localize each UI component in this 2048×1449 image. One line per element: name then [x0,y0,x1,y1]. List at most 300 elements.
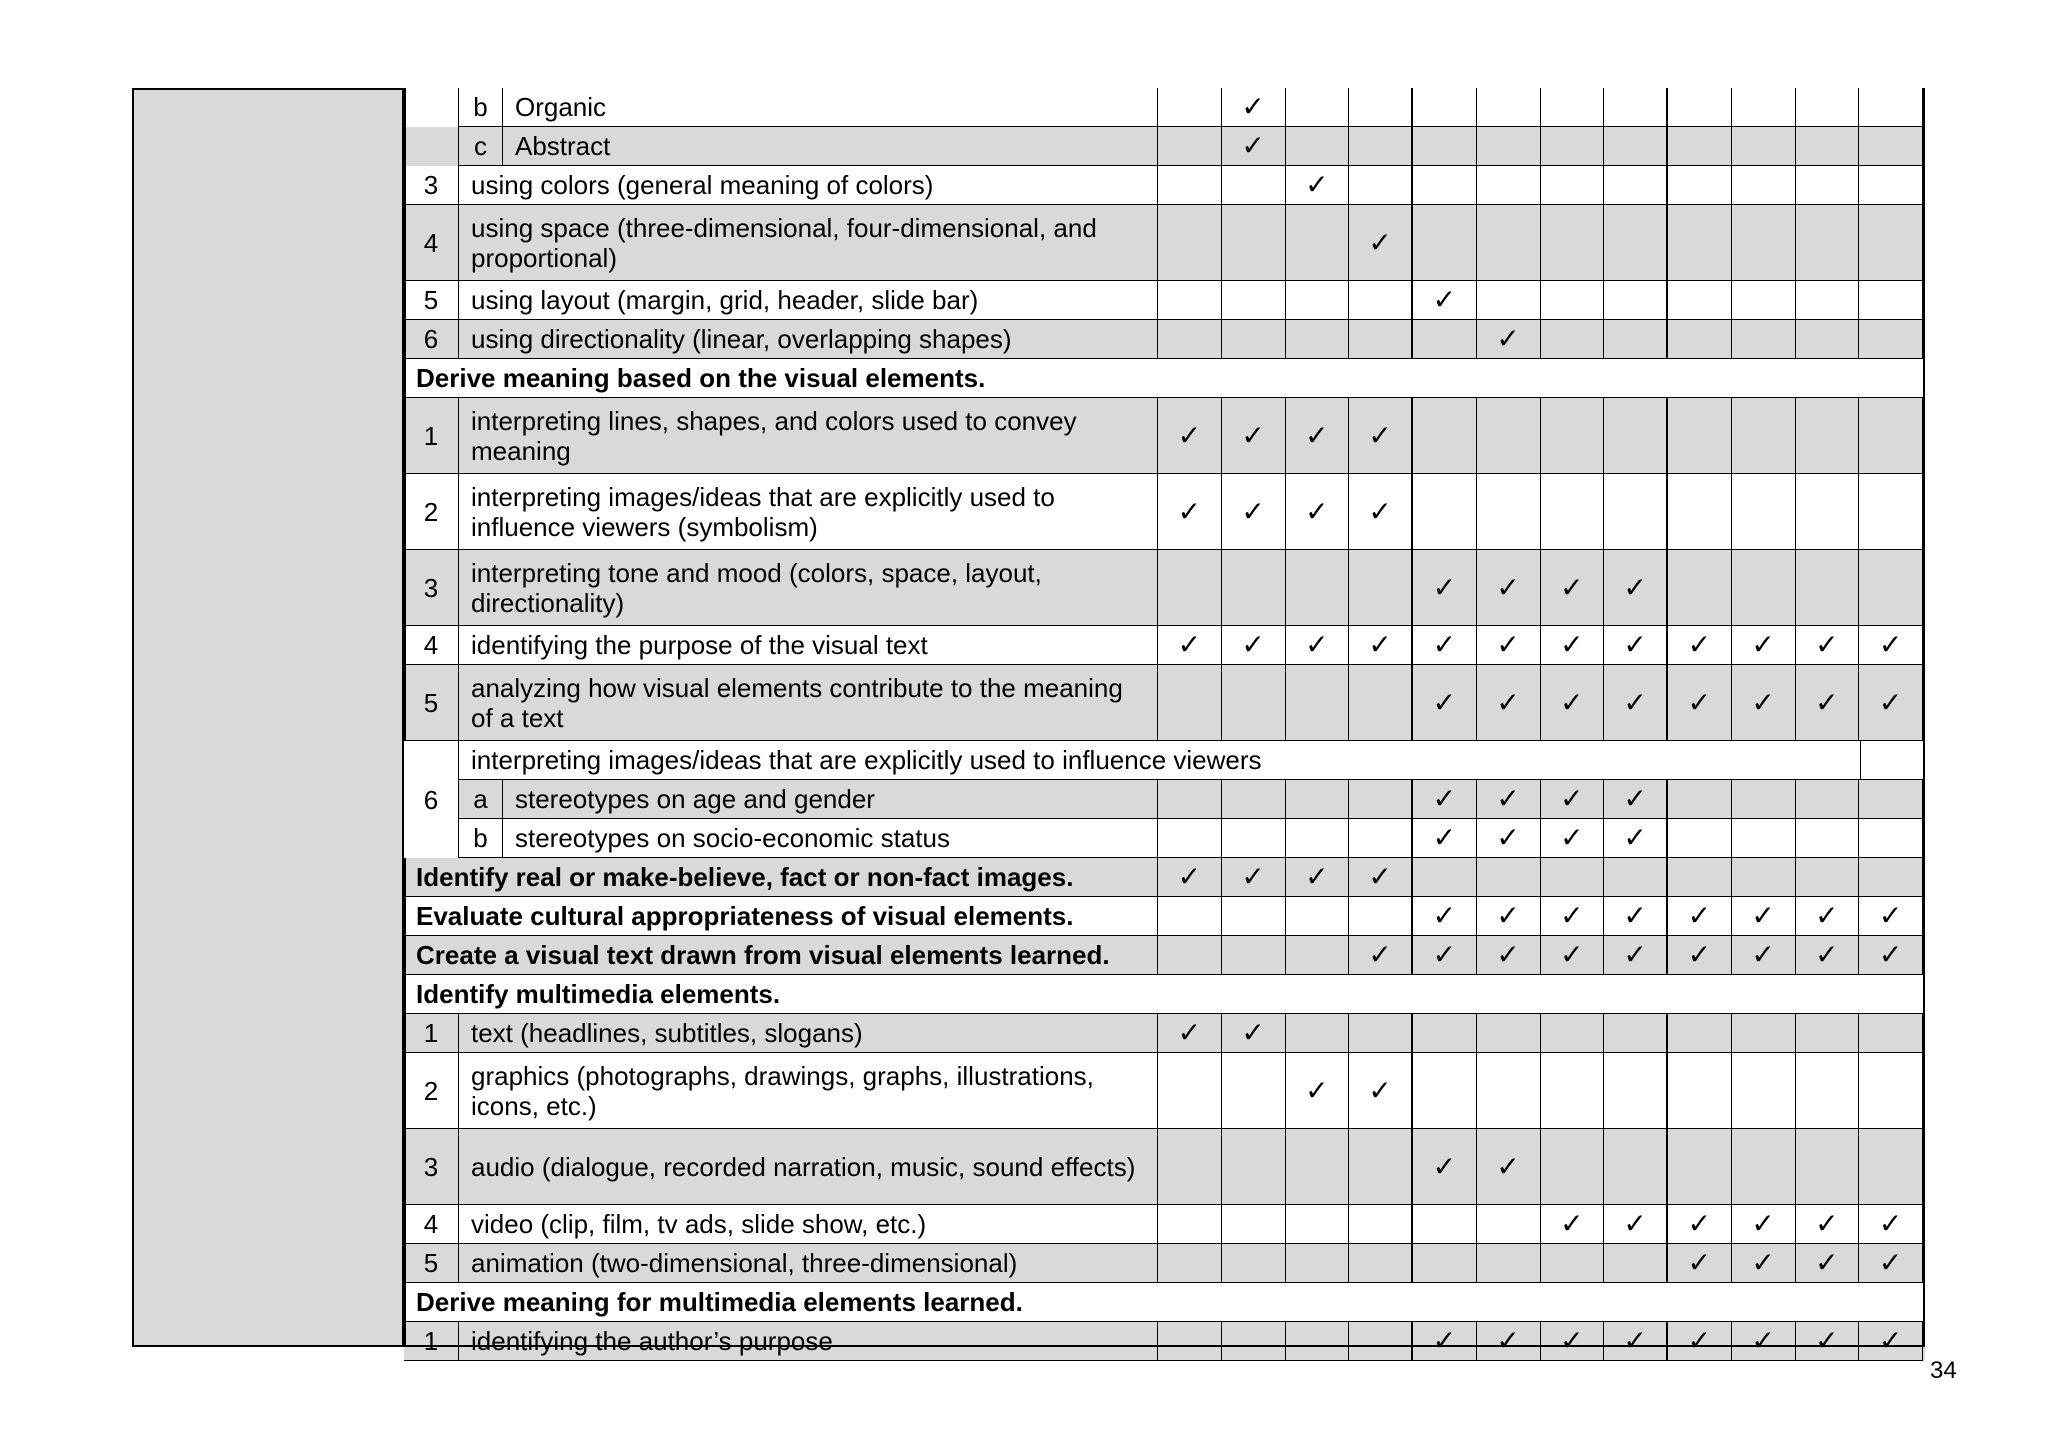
check-cell [1732,1014,1796,1053]
check-cell [1604,1322,1668,1361]
check-cell [1477,936,1541,975]
check-cell [1413,1129,1477,1205]
check-cell [1477,858,1541,897]
check-cell [1413,1322,1477,1361]
check-cell [1732,665,1796,741]
check-cell [1286,780,1350,819]
check-cell [1859,1244,1923,1283]
check-cell [1349,1244,1413,1283]
check-cell [1413,858,1477,897]
table-row [404,1244,1925,1283]
check-cell [1222,665,1286,741]
row-heading: Derive meaning for multimedia elements learned. [404,1283,1925,1322]
check-cell [1859,858,1923,897]
checkmark-icon: ✓ [1560,570,1584,604]
check-cell [1222,88,1286,127]
checkmark-icon: ✓ [1623,821,1647,854]
check-cell [1541,1205,1605,1244]
check-cell [1286,550,1350,626]
check-cell [1604,819,1668,858]
check-cell [1541,1053,1605,1129]
check-cell [1286,665,1350,741]
check-cell [1668,665,1732,741]
checkmark-icon: ✓ [1751,938,1775,971]
check-cell [1859,1322,1923,1361]
row-number: 6 [404,320,459,359]
row-label: interpreting lines, shapes, and colors used to convey meaning [459,398,1158,474]
table-row [404,626,1925,665]
check-cell [1349,819,1413,858]
checkmark-icon: ✓ [1432,782,1457,815]
check-cell [1158,626,1222,665]
checkmark-icon: ✓ [1687,1246,1712,1279]
check-cell [1668,858,1732,897]
check-cell [1668,88,1732,127]
check-cell [1604,398,1668,474]
check-cell [1222,1014,1286,1053]
check-cell [1796,665,1860,741]
check-cell [1222,1129,1286,1205]
check-cell [1732,897,1796,936]
table-row [404,819,1925,858]
table-row [404,320,1925,359]
check-cell [1541,1322,1605,1361]
checkmark-icon: ✓ [1687,899,1712,932]
check-cell [1732,858,1796,897]
check-cell [1286,936,1350,975]
table-row [404,1014,1925,1053]
row-number: 1 [404,398,459,474]
check-cell [1349,1205,1413,1244]
checkmark-icon: ✓ [1751,685,1775,719]
checkmark-icon: ✓ [1560,628,1584,661]
check-cell [1349,936,1413,975]
check-cell [1222,858,1286,897]
row-label: graphics (photographs, drawings, graphs, illustrations, icons, etc.) [459,1053,1158,1129]
check-cell [1859,780,1923,819]
check-cell [1477,1053,1541,1129]
check-cell [1859,320,1923,359]
check-cell [1796,858,1860,897]
checkmark-icon: ✓ [1560,1324,1584,1357]
check-cell [1541,398,1605,474]
check-cell [1158,1205,1222,1244]
checkmark-icon: ✓ [1623,570,1647,604]
check-cell [1222,127,1286,166]
check-cell [1668,1129,1732,1205]
checkmark-icon: ✓ [1496,685,1520,719]
check-cell [1859,1053,1923,1129]
check-cell [1732,281,1796,320]
check-cell [1413,780,1477,819]
check-cell [1222,205,1286,281]
checkmark-icon: ✓ [1432,685,1457,719]
check-cell [1541,281,1605,320]
row-label: stereotypes on socio-economic status [503,819,1158,858]
check-cell [1796,550,1860,626]
check-cell [1668,1014,1732,1053]
checkmark-icon: ✓ [1241,494,1265,528]
check-cell [1541,1244,1605,1283]
check-cell [1668,474,1732,550]
row-number: 1 [404,1014,459,1053]
check-cell [1859,626,1923,665]
table-row [404,474,1925,550]
check-cell [1732,780,1796,819]
check-cell [1668,1322,1732,1361]
check-cell [1477,897,1541,936]
check-cell [1286,897,1350,936]
check-cell [1796,166,1860,205]
check-cell [1668,626,1732,665]
checkmark-icon: ✓ [1687,685,1712,719]
check-cell [1859,205,1923,281]
check-cell [1349,1053,1413,1129]
checkmark-icon: ✓ [1241,129,1265,162]
checkmark-icon: ✓ [1496,570,1520,604]
check-cell [1796,1053,1860,1129]
check-cell [1158,897,1222,936]
checkmark-icon: ✓ [1368,225,1392,259]
check-cell [1477,1205,1541,1244]
checkmark-icon: ✓ [1751,899,1775,932]
check-cell [1859,550,1923,626]
table-row [404,780,1925,819]
checkmark-icon: ✓ [1305,418,1329,452]
checkmark-icon: ✓ [1368,938,1392,971]
table-row [404,1283,1925,1322]
row-number: 4 [404,626,459,665]
row-label: text (headlines, subtitles, slogans) [459,1014,1158,1053]
row-label: using space (three-dimensional, four-dimensional, and proportional) [459,205,1158,281]
check-cell [1286,1053,1350,1129]
check-cell [1158,936,1222,975]
check-cell [1286,1129,1350,1205]
check-cell [1732,626,1796,665]
check-cell [1158,474,1222,550]
check-cell [1732,1053,1796,1129]
check-cell [1349,550,1413,626]
check-cell [1222,626,1286,665]
check-cell [1859,1129,1923,1205]
check-cell [1541,626,1605,665]
check-cell [1859,1205,1923,1244]
page-number: 34 [1930,1357,1957,1384]
check-cell [1732,127,1796,166]
table-row [404,166,1925,205]
check-cell [1604,780,1668,819]
check-cell [1604,1014,1668,1053]
checkmark-icon: ✓ [1560,938,1584,971]
checkmark-icon: ✓ [1878,1207,1903,1240]
check-cell [1859,88,1923,127]
check-cell [1796,88,1860,127]
checkmark-icon: ✓ [1878,938,1903,971]
check-cell [1222,936,1286,975]
check-cell [1222,897,1286,936]
checkmark-icon: ✓ [1687,1207,1712,1240]
checkmark-icon: ✓ [1623,628,1647,661]
row-label: interpreting images/ideas that are explicitly used to influence viewers (symbolism) [459,474,1158,550]
check-cell [1413,320,1477,359]
check-cell [1349,897,1413,936]
check-cell [1413,398,1477,474]
row-label: audio (dialogue, recorded narration, music, sound effects) [459,1129,1158,1205]
check-cell [1668,819,1732,858]
checkmark-icon: ✓ [1878,1324,1903,1357]
check-cell [1859,166,1923,205]
checkmark-icon: ✓ [1751,1324,1775,1357]
check-cell [1541,1129,1605,1205]
check-cell [1796,626,1860,665]
check-cell [1158,205,1222,281]
check-cell [1349,281,1413,320]
check-cell [1604,166,1668,205]
check-cell [1286,127,1350,166]
checkmark-icon: ✓ [1241,90,1265,123]
table-row [404,281,1925,320]
check-cell [1158,1129,1222,1205]
check-cell [1541,780,1605,819]
check-cell [1604,88,1668,127]
check-cell [1349,665,1413,741]
check-cell [1349,166,1413,205]
check-cell [1796,1014,1860,1053]
check-cell [1413,166,1477,205]
table-row [404,665,1925,741]
row-number: 5 [404,1244,459,1283]
check-cell [1158,665,1222,741]
checkmark-icon: ✓ [1815,685,1839,719]
checkmark-icon: ✓ [1751,1246,1775,1279]
check-cell [1158,819,1222,858]
checkmark-icon: ✓ [1177,418,1202,452]
check-cell [1732,88,1796,127]
checkmark-icon: ✓ [1560,782,1584,815]
row-number: 3 [404,550,459,626]
check-cell [1286,281,1350,320]
check-cell [1477,1129,1541,1205]
checkmark-icon: ✓ [1560,821,1584,854]
checkmark-icon: ✓ [1687,628,1712,661]
check-cell [1541,1014,1605,1053]
table-row [404,975,1925,1014]
check-cell [1859,398,1923,474]
row-label: Organic [503,88,1158,127]
row-number: 2 [404,1053,459,1129]
check-cell [1477,88,1541,127]
checkmark-icon: ✓ [1305,1073,1329,1107]
check-cell [1286,1205,1350,1244]
check-cell [1286,1244,1350,1283]
checkmark-icon: ✓ [1815,1246,1839,1279]
checkmark-icon: ✓ [1496,628,1520,661]
check-cell [1732,1244,1796,1283]
check-cell [1796,281,1860,320]
check-cell [1604,281,1668,320]
check-cell [1413,626,1477,665]
check-cell [1286,320,1350,359]
row-number: 1 [404,1322,459,1361]
check-cell [1222,1322,1286,1361]
check-cell [1604,474,1668,550]
checkmark-icon: ✓ [1560,899,1584,932]
table-row [404,205,1925,281]
check-cell [1349,474,1413,550]
checkmark-icon: ✓ [1432,821,1457,854]
check-cell [1541,819,1605,858]
check-cell [1604,1205,1668,1244]
check-cell [1349,780,1413,819]
check-cell [1158,858,1222,897]
checkmark-icon: ✓ [1815,628,1839,661]
row-heading: Create a visual text drawn from visual elements learned. [404,936,1158,975]
row-number: 4 [404,205,459,281]
check-cell [1732,398,1796,474]
table-row [404,1053,1925,1129]
check-cell [1413,936,1477,975]
check-cell [1349,626,1413,665]
check-cell [1541,550,1605,626]
check-cell [1349,858,1413,897]
table-row [404,897,1925,936]
checkmark-icon: ✓ [1368,418,1392,452]
check-cell [1413,550,1477,626]
check-cell [1732,936,1796,975]
checkmark-icon: ✓ [1623,899,1647,932]
checkmark-icon: ✓ [1623,938,1647,971]
checkmark-icon: ✓ [1368,860,1392,893]
row-number: 3 [404,166,459,205]
checkmark-icon: ✓ [1241,1016,1265,1049]
check-cell [1286,1014,1350,1053]
check-cell [1604,320,1668,359]
checkmark-icon: ✓ [1241,418,1265,452]
table-row [404,936,1925,975]
table-row [404,858,1925,897]
checkmark-icon: ✓ [1496,899,1520,932]
check-cell [1222,780,1286,819]
checkmark-icon: ✓ [1368,1073,1392,1107]
checkmark-icon: ✓ [1496,821,1520,854]
check-cell [1861,741,1925,780]
table-row [404,1129,1925,1205]
checkmark-icon: ✓ [1496,322,1520,355]
row-heading: Identify real or make-believe, fact or non-fact images. [404,858,1158,897]
row-label: identifying the purpose of the visual text [459,626,1158,665]
check-cell [1413,205,1477,281]
table-row [404,88,1925,127]
check-cell [1604,858,1668,897]
check-cell [1541,936,1605,975]
check-cell [1477,550,1541,626]
row-label: using layout (margin, grid, header, slide bar) [459,281,1158,320]
check-cell [1859,1014,1923,1053]
check-cell [1286,858,1350,897]
check-cell [1604,127,1668,166]
check-cell [1604,1053,1668,1129]
check-cell [1541,474,1605,550]
checkmark-icon: ✓ [1687,1324,1712,1357]
checkmark-icon: ✓ [1496,1149,1520,1183]
check-cell [1158,1014,1222,1053]
check-cell [1349,127,1413,166]
check-cell [1158,1053,1222,1129]
check-cell [1477,398,1541,474]
check-cell [1158,398,1222,474]
check-cell [1732,166,1796,205]
row-number: 5 [404,665,459,741]
row-label: using colors (general meaning of colors) [459,166,1158,205]
checkmark-icon: ✓ [1241,860,1265,893]
checkmark-icon: ✓ [1177,494,1202,528]
checkmark-icon: ✓ [1177,1016,1202,1049]
check-cell [1796,936,1860,975]
check-cell [1541,205,1605,281]
row-letter: b [459,88,503,127]
check-cell [1859,127,1923,166]
check-cell [1349,398,1413,474]
row-label: analyzing how visual elements contribute to the meaning of a text [459,665,1158,741]
check-cell [1349,88,1413,127]
check-cell [1732,1322,1796,1361]
check-cell [1158,550,1222,626]
checkmark-icon: ✓ [1305,860,1329,893]
row-label: interpreting tone and mood (colors, space, layout, directionality) [459,550,1158,626]
check-cell [1668,1244,1732,1283]
checkmark-icon: ✓ [1623,1324,1647,1357]
check-cell [1222,281,1286,320]
row-label: video (clip, film, tv ads, slide show, etc.) [459,1205,1158,1244]
check-cell [1286,474,1350,550]
checkmark-icon: ✓ [1878,628,1903,661]
check-cell [1796,474,1860,550]
check-cell [1477,127,1541,166]
check-cell [1732,1205,1796,1244]
checkmark-icon: ✓ [1368,628,1392,661]
check-cell [1604,205,1668,281]
checkmark-icon: ✓ [1623,1207,1647,1240]
check-cell [1222,550,1286,626]
blank-number-cell [404,127,459,166]
check-cell [1668,320,1732,359]
check-cell [1477,281,1541,320]
row-heading: Evaluate cultural appropriateness of visual elements. [404,897,1158,936]
checkmark-icon: ✓ [1432,570,1457,604]
check-cell [1477,205,1541,281]
check-cell [1477,1322,1541,1361]
check-cell [1477,819,1541,858]
row-label: Abstract [503,127,1158,166]
check-cell [1604,1129,1668,1205]
checkmark-icon: ✓ [1623,685,1647,719]
checkmark-icon: ✓ [1432,628,1457,661]
check-cell [1541,88,1605,127]
checkmark-icon: ✓ [1177,860,1202,893]
check-cell [1668,550,1732,626]
check-cell [1222,819,1286,858]
check-cell [1796,1205,1860,1244]
row-heading: Derive meaning based on the visual elements. [404,359,1925,398]
check-cell [1349,320,1413,359]
check-cell [1158,127,1222,166]
row-number: 6 [404,741,459,858]
check-cell [1859,819,1923,858]
checkmark-icon: ✓ [1815,899,1839,932]
check-cell [1477,626,1541,665]
checkmark-icon: ✓ [1751,1207,1775,1240]
check-cell [1413,127,1477,166]
